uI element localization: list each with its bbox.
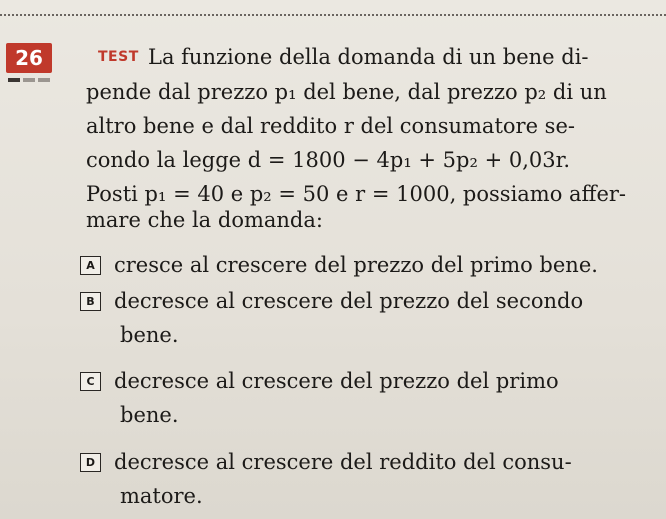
difficulty-indicator — [8, 78, 50, 82]
test-label: TEST — [98, 49, 139, 65]
option-c-letter: C — [80, 372, 101, 391]
stem-line-3: altro bene e dal reddito r del consumatore se- — [86, 114, 575, 138]
option-d-text-line-2: matore. — [120, 484, 203, 508]
option-a-text: cresce al crescere del prezzo del primo bene. — [114, 253, 598, 277]
option-d-text-line-1: decresce al crescere del reddito del consu- — [114, 450, 572, 474]
difficulty-bar — [23, 78, 35, 82]
dotted-separator — [0, 14, 666, 16]
option-a-letter: A — [80, 256, 101, 275]
option-b-letter: B — [80, 292, 101, 311]
stem-line-6: mare che la domanda: — [86, 208, 323, 232]
option-d-letter: D — [80, 453, 101, 472]
difficulty-bar — [38, 78, 50, 82]
option-c-text-line-1: decresce al crescere del prezzo del primo — [114, 369, 559, 393]
stem-line-5: Posti p₁ = 40 e p₂ = 50 e r = 1000, possiamo affer- — [86, 182, 627, 206]
option-b-text-line-1: decresce al crescere del prezzo del secondo — [114, 289, 584, 313]
stem-line-1: La funzione della domanda di un bene di- — [148, 45, 589, 69]
stem-line-4: condo la legge d = 1800 − 4p₁ + 5p₂ + 0,03r. — [86, 148, 571, 172]
exercise-number-badge: 26 — [6, 43, 52, 73]
stem-line-2: pende dal prezzo p₁ del bene, dal prezzo p₂ di un — [86, 80, 607, 104]
difficulty-bar — [8, 78, 20, 82]
option-c-text-line-2: bene. — [120, 403, 179, 427]
option-b-text-line-2: bene. — [120, 323, 179, 347]
